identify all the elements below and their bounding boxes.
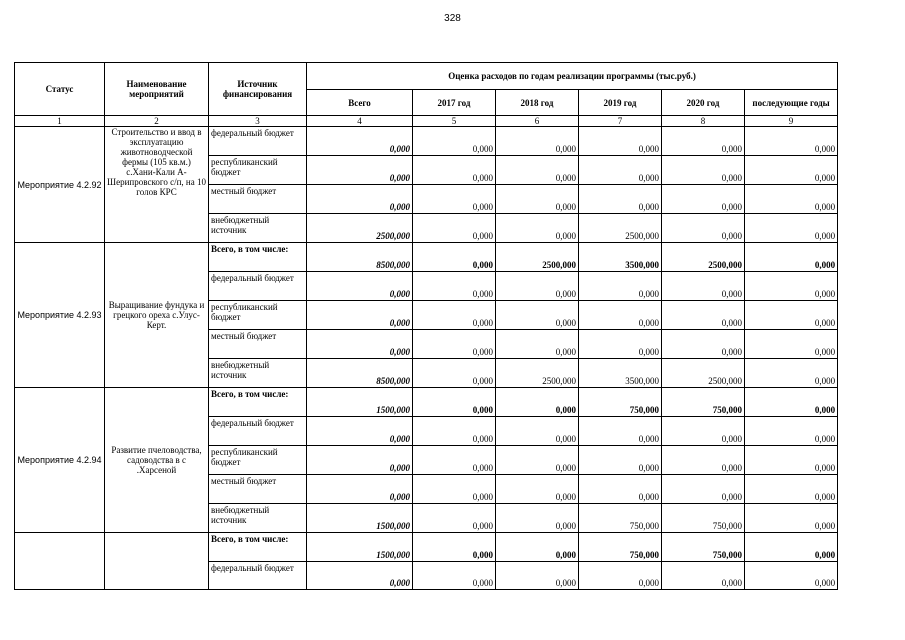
column-number: 7 — [579, 116, 662, 127]
year-value-cell: 0,000 — [496, 214, 579, 243]
year-value-cell: 0,000 — [745, 243, 838, 272]
total-value-cell: 0,000 — [307, 475, 413, 504]
year-value-cell: 750,000 — [579, 504, 662, 533]
year-value-cell: 0,000 — [662, 446, 745, 475]
year-value-cell: 0,000 — [413, 388, 496, 417]
year-value-cell: 0,000 — [496, 185, 579, 214]
header-total: Всего — [307, 90, 413, 116]
total-value-cell: 0,000 — [307, 446, 413, 475]
header-name: Наименование мероприятий — [105, 63, 209, 116]
year-value-cell: 0,000 — [579, 156, 662, 185]
year-value-cell: 0,000 — [496, 127, 579, 156]
year-value-cell: 0,000 — [496, 417, 579, 446]
header-later: последующие годы — [745, 90, 838, 116]
year-value-cell: 0,000 — [662, 301, 745, 330]
year-value-cell: 0,000 — [745, 562, 838, 590]
year-value-cell: 0,000 — [745, 388, 838, 417]
year-value-cell: 3500,000 — [579, 359, 662, 388]
year-value-cell: 0,000 — [745, 359, 838, 388]
status-cell: Мероприятие 4.2.94 — [15, 388, 105, 533]
table-row — [15, 127, 838, 156]
total-value-cell: 8500,000 — [307, 243, 413, 272]
year-value-cell: 0,000 — [413, 301, 496, 330]
funding-source-cell: федеральный бюджет — [209, 417, 307, 446]
year-value-cell: 0,000 — [579, 475, 662, 504]
column-number: 9 — [745, 116, 838, 127]
header-estimate: Оценка расходов по годам реализации программы (тыс.руб.) — [307, 63, 838, 90]
year-value-cell: 2500,000 — [579, 214, 662, 243]
year-value-cell: 0,000 — [745, 446, 838, 475]
header-2017: 2017 год — [413, 90, 496, 116]
year-value-cell: 0,000 — [745, 214, 838, 243]
year-value-cell: 0,000 — [413, 243, 496, 272]
year-value-cell: 0,000 — [579, 127, 662, 156]
funding-source-cell: Всего, в том числе: — [209, 243, 307, 272]
column-number: 3 — [209, 116, 307, 127]
column-number: 4 — [307, 116, 413, 127]
year-value-cell: 0,000 — [745, 533, 838, 562]
total-value-cell: 0,000 — [307, 127, 413, 156]
year-value-cell: 0,000 — [496, 504, 579, 533]
header-status: Статус — [15, 63, 105, 116]
funding-source-cell: внебюджетный источник — [209, 214, 307, 243]
year-value-cell: 0,000 — [413, 214, 496, 243]
funding-source-cell: республиканский бюджет — [209, 301, 307, 330]
year-value-cell: 2500,000 — [496, 359, 579, 388]
total-value-cell: 8500,000 — [307, 359, 413, 388]
year-value-cell: 0,000 — [745, 417, 838, 446]
measure-name-cell: Строительство и ввод в эксплуатацию животноводческой фермы (105 кв.м.) с.Хани-Кали А-Шерипровского с/п, на 10 голов КРС — [105, 127, 209, 243]
funding-source-cell: местный бюджет — [209, 475, 307, 504]
year-value-cell: 0,000 — [413, 359, 496, 388]
status-cell — [15, 533, 105, 590]
funding-source-cell: республиканский бюджет — [209, 446, 307, 475]
total-value-cell: 1500,000 — [307, 504, 413, 533]
year-value-cell: 0,000 — [745, 330, 838, 359]
total-value-cell: 0,000 — [307, 301, 413, 330]
year-value-cell: 0,000 — [496, 475, 579, 504]
year-value-cell: 0,000 — [413, 504, 496, 533]
total-value-cell: 1500,000 — [307, 388, 413, 417]
year-value-cell: 0,000 — [579, 446, 662, 475]
year-value-cell: 0,000 — [745, 185, 838, 214]
year-value-cell: 2500,000 — [662, 243, 745, 272]
year-value-cell: 750,000 — [662, 504, 745, 533]
header-2019: 2019 год — [579, 90, 662, 116]
year-value-cell: 0,000 — [579, 562, 662, 590]
year-value-cell: 0,000 — [413, 156, 496, 185]
year-value-cell: 0,000 — [579, 185, 662, 214]
year-value-cell: 0,000 — [745, 301, 838, 330]
year-value-cell: 0,000 — [745, 127, 838, 156]
year-value-cell: 750,000 — [662, 388, 745, 417]
status-cell: Мероприятие 4.2.93 — [15, 243, 105, 388]
total-value-cell: 0,000 — [307, 562, 413, 590]
header-source: Источник финансирования — [209, 63, 307, 116]
year-value-cell: 0,000 — [496, 301, 579, 330]
measure-name-cell — [105, 533, 209, 590]
total-value-cell: 1500,000 — [307, 533, 413, 562]
year-value-cell: 0,000 — [413, 533, 496, 562]
funding-source-cell: федеральный бюджет — [209, 562, 307, 590]
year-value-cell: 0,000 — [579, 417, 662, 446]
year-value-cell: 750,000 — [579, 388, 662, 417]
total-value-cell: 2500,000 — [307, 214, 413, 243]
year-value-cell: 0,000 — [413, 446, 496, 475]
table-row — [15, 388, 838, 417]
column-number-row — [15, 116, 838, 127]
year-value-cell: 0,000 — [579, 272, 662, 301]
year-value-cell: 0,000 — [662, 330, 745, 359]
column-number: 5 — [413, 116, 496, 127]
year-value-cell: 0,000 — [745, 504, 838, 533]
total-value-cell: 0,000 — [307, 417, 413, 446]
column-number: 8 — [662, 116, 745, 127]
funding-source-cell: внебюджетный источник — [209, 504, 307, 533]
year-value-cell: 0,000 — [413, 185, 496, 214]
year-value-cell: 0,000 — [662, 156, 745, 185]
funding-source-cell: республиканский бюджет — [209, 156, 307, 185]
measure-name-cell: Развитие пчеловодства, садоводства в с .Харсеной — [105, 388, 209, 533]
year-value-cell: 0,000 — [496, 330, 579, 359]
year-value-cell: 0,000 — [662, 475, 745, 504]
year-value-cell: 0,000 — [745, 156, 838, 185]
year-value-cell: 0,000 — [496, 388, 579, 417]
funding-source-cell: федеральный бюджет — [209, 272, 307, 301]
year-value-cell: 0,000 — [662, 185, 745, 214]
funding-source-cell: федеральный бюджет — [209, 127, 307, 156]
year-value-cell: 0,000 — [413, 417, 496, 446]
total-value-cell: 0,000 — [307, 272, 413, 301]
funding-source-cell: Всего, в том числе: — [209, 533, 307, 562]
year-value-cell: 0,000 — [662, 127, 745, 156]
funding-source-cell: внебюджетный источник — [209, 359, 307, 388]
year-value-cell: 0,000 — [745, 272, 838, 301]
total-value-cell: 0,000 — [307, 156, 413, 185]
year-value-cell: 2500,000 — [496, 243, 579, 272]
year-value-cell: 0,000 — [496, 562, 579, 590]
column-number: 1 — [15, 116, 105, 127]
year-value-cell: 0,000 — [413, 272, 496, 301]
column-number: 6 — [496, 116, 579, 127]
year-value-cell: 0,000 — [662, 214, 745, 243]
year-value-cell: 750,000 — [662, 533, 745, 562]
year-value-cell: 0,000 — [662, 562, 745, 590]
year-value-cell: 0,000 — [413, 127, 496, 156]
header-2018: 2018 год — [496, 90, 579, 116]
expense-table — [14, 62, 838, 590]
year-value-cell: 0,000 — [496, 156, 579, 185]
total-value-cell: 0,000 — [307, 330, 413, 359]
total-value-cell: 0,000 — [307, 185, 413, 214]
year-value-cell: 0,000 — [413, 562, 496, 590]
year-value-cell: 0,000 — [579, 330, 662, 359]
year-value-cell: 0,000 — [579, 301, 662, 330]
year-value-cell: 0,000 — [662, 272, 745, 301]
year-value-cell: 2500,000 — [662, 359, 745, 388]
year-value-cell: 0,000 — [496, 533, 579, 562]
year-value-cell: 750,000 — [579, 533, 662, 562]
funding-source-cell: местный бюджет — [209, 185, 307, 214]
column-number: 2 — [105, 116, 209, 127]
measure-name-cell: Выращивание фундука и грецкого ореха с.Улус-Керт. — [105, 243, 209, 388]
year-value-cell: 0,000 — [496, 272, 579, 301]
year-value-cell: 0,000 — [745, 475, 838, 504]
year-value-cell: 0,000 — [496, 446, 579, 475]
page-number: 328 — [444, 13, 461, 24]
funding-source-cell: местный бюджет — [209, 330, 307, 359]
year-value-cell: 0,000 — [413, 330, 496, 359]
year-value-cell: 0,000 — [662, 417, 745, 446]
year-value-cell: 0,000 — [413, 475, 496, 504]
table-row — [15, 243, 838, 272]
funding-source-cell: Всего, в том числе: — [209, 388, 307, 417]
header-2020: 2020 год — [662, 90, 745, 116]
year-value-cell: 3500,000 — [579, 243, 662, 272]
table-row — [15, 533, 838, 562]
status-cell: Мероприятие 4.2.92 — [15, 127, 105, 243]
